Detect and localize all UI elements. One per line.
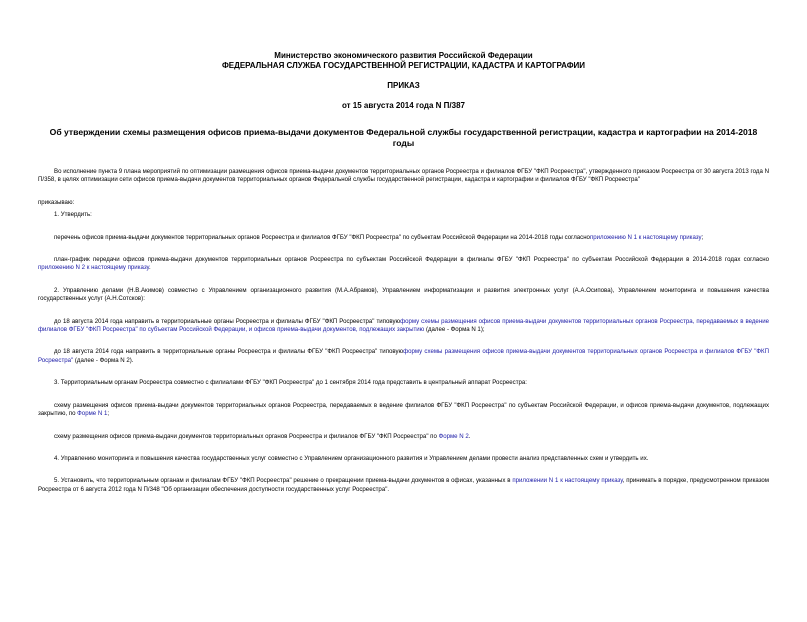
service-heading: ФЕДЕРАЛЬНАЯ СЛУЖБА ГОСУДАРСТВЕННОЙ РЕГИСТРАЦИИ, КАДАСТРА И КАРТОГРАФИИ (221, 61, 586, 70)
paragraph-2b-end: (далее - Форма N 2). (74, 356, 134, 364)
paragraph-1a-text: перечень офисов приема-выдачи документов территориальных органов Росреестра и филиалов ФГБУ "ФКП Росреестра" по субъектам Российской Федерации на 2014-2018 годы согласно (54, 233, 590, 241)
paragraph-1a-end: ; (701, 233, 704, 241)
paragraph-1b-text: план-график передачи офисов приема-выдачи документов территориальных органов Росреестра по субъектам Российской Федерации в филиалы ФГБУ "ФКП Росреестра" по субъектам Российской Федерации в 2014-2018 годах согласно (54, 256, 769, 264)
paragraph-5-end: , принимать в порядке, предусмотренном приказом Росреестра от 6 августа 2012 года N П/348 "Об организации обеспечения доступности государственных услуг Росреестра". (38, 477, 769, 493)
form-1-ref-link[interactable]: Форме N 1 (77, 410, 108, 418)
paragraph-1b-end: . (149, 264, 151, 272)
document-title: Об утверждении схемы размещения офисов приема-выдачи документов Федеральной службы государственной регистрации, кадастра и картографии на 2014-2018 годы (49, 127, 758, 148)
paragraph-3: 3. Территориальным органам Росреестра совместно с филиалами ФГБУ "ФКП Росреестра" до 1 сентября 2014 года представить в центральный аппарат Росреестра: (54, 379, 527, 387)
paragraph-4: 4. Управлению мониторинга и повышения качества государственных услуг совместно с Управлением организационного развития и Управлением делами провести анализ представленных схем и утвердить их. (54, 454, 649, 462)
paragraph-5 (38, 477, 769, 494)
intro-paragraph: Во исполнение пункта 9 плана мероприятий по оптимизации размещения офисов приема-выдачи документов территориальных органов Росреестра и филиалов ФГБУ "ФКП Росреестра", утвержденного приказом Росреестра от 30 августа 2013 года N П/358, в целях оптимизации сети офисов приема-выдачи документов территориальных органов Федеральной службы государственной регистрации, кадастра и картографии и филиалов ФГБУ "ФКП Росреестра" (38, 168, 769, 184)
paragraph-3b (38, 433, 769, 441)
paragraph-2b (38, 348, 769, 365)
paragraph-5-text: 5. Установить, что территориальным органам и филиалам ФГБУ "ФКП Росреестра" решение о прекращении приема-выдачи документов в офисах, указанных в (54, 477, 511, 485)
paragraph-2b-text: до 18 августа 2014 года направить в территориальные органы Росреестра и филиалы ФГБУ "ФКП Росреестра" типовую (54, 348, 404, 356)
paragraph-1a (38, 234, 769, 242)
appendix-1-ref-link[interactable]: приложении N 1 к настоящему приказу (512, 477, 623, 485)
document-page (0, 51, 807, 622)
paragraph-1b (38, 256, 769, 273)
date-number-heading: от 15 августа 2014 года N П/387 (341, 101, 466, 110)
form-2-ref-link[interactable]: Форме N 2 (438, 432, 469, 440)
form-2-link[interactable]: форму схемы размещения офисов приема-выдачи документов территориальных органов Росреестра и филиалов ФГБУ "ФКП Росреестра" (38, 348, 769, 364)
paragraph-3a (38, 402, 769, 419)
paragraph-3b-end: . (468, 432, 471, 440)
paragraph-2a-text: до 18 августа 2014 года направить в территориальные органы Росреестра и филиалы ФГБУ "ФКП Росреестра" типовую (54, 317, 401, 325)
order-word: приказываю: (38, 198, 75, 206)
appendix-1-link[interactable]: приложению N 1 к настоящему приказу (589, 233, 702, 241)
paragraph-2a-end: (далее - Форма N 1); (425, 326, 485, 334)
ministry-heading: Министерство экономического развития Российской Федерации (274, 51, 533, 60)
paragraph-3a-end: ; (107, 410, 110, 418)
paragraph-3b-text: схему размещения офисов приема-выдачи документов территориальных органов Росреестра и филиалов ФГБУ "ФКП Росреестра" по (54, 432, 437, 440)
paragraph-1: 1. Утвердить: (54, 211, 92, 219)
doc-type-heading: ПРИКАЗ (387, 81, 420, 90)
paragraph-3a-text: схему размещения офисов приема-выдачи документов территориальных органов Росреестра, передаваемых в ведение филиалов ФГБУ "ФКП Росреестра" по субъектам Российской Федерации, и офисов приема-выдачи документов, подлежащих закрытию, по (38, 401, 769, 418)
paragraph-2: 2. Управлению делами (Н.В.Акимов) совместно с Управлением организационного развития (М.А.Абрамов), Управлением информатизации и развития электронных услуг (А.А.Осипова), Управлением мониторинга и повышения качества государственных услуг (А.Н.Сотсков): (38, 286, 769, 303)
document-body (38, 168, 769, 494)
form-1-link[interactable]: форму схемы размещения офисов приема-выдачи документов территориальных органов Росреестра, передаваемых в ведение филиалов ФГБУ "ФКП Росреестра" по субъектам Российской Федерации, и офисов приема-выдачи документов, подлежащих закрытию (38, 317, 769, 334)
appendix-2-link[interactable]: приложению N 2 к настоящему приказу (38, 264, 149, 272)
paragraph-2a (38, 318, 769, 335)
